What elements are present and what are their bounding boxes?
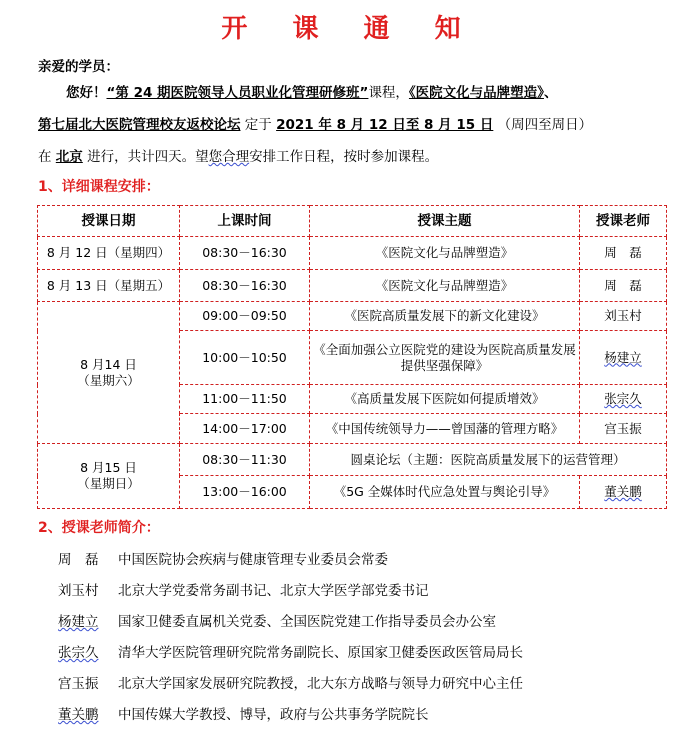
header-date: 授课日期 <box>38 206 180 237</box>
program-name: “第 24 期医院领导人员职业化管理研修班” <box>106 85 369 101</box>
topic-cell: 《医院文化与品牌塑造》 <box>310 237 580 270</box>
teacher-cell <box>580 385 667 414</box>
teacher-desc: 北京大学党委常务副书记、北京大学医学部党委书记 <box>118 583 429 599</box>
course-dates: 2021 年 8 月 12 日至 8 月 15 日 <box>276 117 494 133</box>
topic-cell: 《医院文化与品牌塑造》 <box>310 270 580 302</box>
date-cell: 8 月 13 日（星期五） <box>38 270 180 302</box>
topic-cell: 《全面加强公立医院党的建设为医院高质量发展提供坚强保障》 <box>310 331 580 385</box>
tail-text-b: 安排工作日程，按时参加课程。 <box>249 149 439 165</box>
teacher-name: 周 磊 <box>58 552 99 568</box>
intro-line-3 <box>38 145 438 165</box>
teacher-desc: 国家卫健委直属机关党委、全国医院党建工作指导委员会办公室 <box>118 614 496 630</box>
time-cell: 08:30－16:30 <box>180 237 310 270</box>
teacher-cell: 刘玉村 <box>580 302 667 331</box>
time-cell: 08:30－16:30 <box>180 270 310 302</box>
time-cell: 13:00－16:00 <box>180 476 310 509</box>
teacher-name: 张宗久 <box>604 391 642 406</box>
topic-cell: 《高质量发展下医院如何提质增效》 <box>310 385 580 414</box>
table-header-row <box>38 206 667 237</box>
teacher-desc: 北京大学国家发展研究院教授，北大东方战略与领导力研究中心主任 <box>118 676 523 692</box>
tail-text-a: 进行，共计四天。望 <box>87 149 209 165</box>
section-teachers-heading: 2、授课老师简介： <box>38 520 160 536</box>
intro-line-1 <box>66 81 557 101</box>
section-schedule-heading: 1、详细课程安排： <box>38 179 160 195</box>
date-cell: 8 月 12 日（星期四） <box>38 237 180 270</box>
teacher-cell <box>580 476 667 509</box>
tail-text-wavy: 您合理 <box>208 149 250 165</box>
table-row <box>38 237 667 270</box>
teacher-name: 张宗久 <box>58 645 99 661</box>
topic-cell: 《医院高质量发展下的新文化建设》 <box>310 302 580 331</box>
teacher-cell: 周 磊 <box>580 237 667 270</box>
date-day4: 8 月15 日 <box>80 460 137 475</box>
teacher-desc: 中国传媒大学教授、博导，政府与公共事务学院院长 <box>118 707 429 723</box>
header-topic: 授课主题 <box>310 206 580 237</box>
course-name: 《医院文化与品牌塑造》 <box>408 85 544 101</box>
topic-cell: 《中国传统领导力——曾国藩的管理方略》 <box>310 414 580 444</box>
teacher-cell: 宫玉振 <box>580 414 667 444</box>
weekday-range: （周四至周日） <box>497 117 593 133</box>
weekday-day4: （星期日） <box>77 476 140 491</box>
teacher-name: 董关鹏 <box>604 484 642 499</box>
teacher-desc: 清华大学医院管理研究院常务副院长、原国家卫健委医政医管局局长 <box>118 645 523 661</box>
date-day3: 8 月14 日 <box>80 356 137 372</box>
page-title: 开 课 通 知 <box>221 14 479 44</box>
table-row <box>38 302 667 331</box>
comma-text: 、 <box>543 85 558 101</box>
greeting: 亲爱的学员： <box>38 59 119 75</box>
time-cell: 10:00－10:50 <box>180 331 310 385</box>
teacher-name: 杨建立 <box>604 349 642 365</box>
city-name: 北京 <box>55 149 83 165</box>
in-word: 在 <box>38 149 52 165</box>
schedule-table <box>37 205 667 509</box>
hello-text: 您好！ <box>66 85 107 101</box>
time-cell: 08:30－11:30 <box>180 444 310 476</box>
header-time: 上课时间 <box>180 206 310 237</box>
weekday-day3: （星期六） <box>77 372 140 388</box>
time-cell: 14:00－17:00 <box>180 414 310 444</box>
topic-cell: 圆桌论坛（主题：医院高质量发展下的运营管理） <box>310 444 667 476</box>
teacher-name: 刘玉村 <box>58 583 99 599</box>
date-cell <box>38 302 180 444</box>
time-cell: 11:00－11:50 <box>180 385 310 414</box>
forum-name: 第七届北大医院管理校友返校论坛 <box>38 117 241 133</box>
teacher-cell: 周 磊 <box>580 270 667 302</box>
topic-cell: 《5G 全媒体时代应急处置与舆论引导》 <box>310 476 580 509</box>
teacher-name: 杨建立 <box>58 614 99 630</box>
teacher-name: 宫玉振 <box>58 676 99 692</box>
teacher-cell <box>580 331 667 385</box>
table-row <box>38 270 667 302</box>
header-teacher: 授课老师 <box>580 206 667 237</box>
at-prefix: 定于 <box>244 117 272 133</box>
course-word: 课程， <box>368 85 409 101</box>
teacher-desc: 中国医院协会疾病与健康管理专业委员会常委 <box>118 552 388 568</box>
time-cell: 09:00－09:50 <box>180 302 310 331</box>
intro-line-2 <box>38 113 592 133</box>
table-row <box>38 444 667 476</box>
teacher-name: 董关鹏 <box>58 707 99 723</box>
date-cell <box>38 444 180 509</box>
